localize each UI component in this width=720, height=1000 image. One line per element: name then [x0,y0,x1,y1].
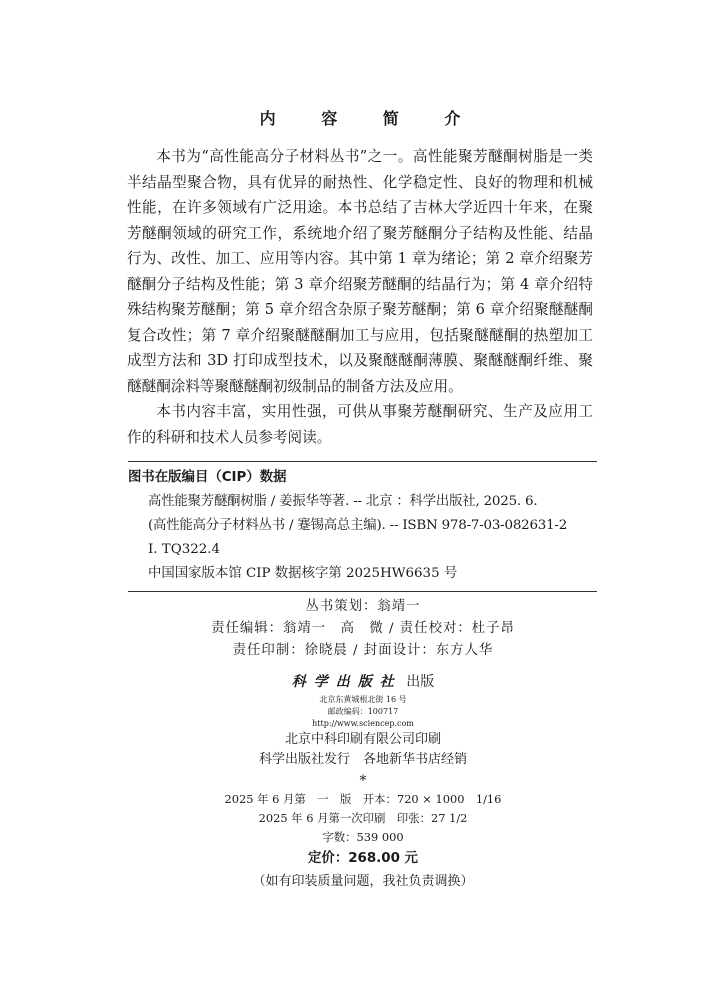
publisher-suffix: 出版 [406,674,435,690]
cip-series-line: (高性能高分子材料丛书 / 蹇锡高总主编). -- ISBN 978-7-03-082631-2 [148,518,568,533]
summary-title: 内 容 简 介 [259,109,481,128]
cip-top-divider [128,461,597,462]
publisher-line [128,670,598,694]
publisher-website: http://www.sciencep.com [312,719,414,728]
cip-bottom-divider [128,591,597,592]
summary-paragraph-1: 本书为“高性能高分子材料丛书”之一。高性能聚芳醚酮树脂是一类半结晶型聚合物，具有优异的耐热性、化学稳定性、良好的物理和机械性能，在许多领域有广泛用途。本书总结了吉林大学近四十年来，在聚芳醚酮领域的研究工作，系统地介绍了聚芳醚酮分子结构及性能、结晶行为、改性、加工、应用等内容。其中第 1 章为绪论；第 2 章介绍聚芳醚酮分子结构及性能；第 3 章介绍聚芳醚酮的结晶行为；第 4 章介绍特殊结构聚芳醚酮；第 5 章介绍含杂原子聚芳醚酮；第 6 章介绍聚醚醚酮复合改性；第 7 章介绍聚醚醚酮加工与应用，包括聚醚醚酮的热塑加工成型方法和 3D 打印成型技术，以及聚醚醚酮薄膜、聚醚醚酮纤维、聚醚醚酮涂料等聚醚醚酮初级制品的制备方法及应用。 [127,148,593,395]
production-staff: 责任印制：徐晓晨 / 封面设计：东方人华 [232,643,494,658]
quality-notice: （如有印装质量问题，我社负责调换） [252,874,474,889]
cip-record-number: 中国国家版本馆 CIP 数据核字第 2025HW6635 号 [148,566,458,581]
publisher-address: 北京东黄城根北街 16 号 [319,695,407,704]
imprint-section [128,596,598,893]
cip-section [128,466,598,586]
cip-title-line: 高性能聚芳醚酮树脂 / 姜振华等著. -- 北京 ：科学出版社, 2025. 6. [148,494,538,509]
printer-line: 北京中科印刷有限公司印刷 [284,732,441,747]
edition-line: 2025 年 6 月第 一 版 开本：720 × 1000 1/16 [224,792,502,806]
responsible-editors: 责任编辑：翁靖一 高 微 / 责任校对：杜子昂 [211,621,515,636]
printing-line: 2025 年 6 月第一次印刷 印张：27 1/2 [258,811,468,825]
summary-paragraph-2: 本书内容丰富，实用性强，可供从事聚芳醚酮研究、生产及应用工作的科研和技术人员参考阅读。 [127,403,593,446]
cip-classification: Ⅰ. TQ322.4 [148,542,221,557]
word-count: 字数：539 000 [322,830,404,844]
series-planner: 丛书策划：翁靖一 [305,599,421,614]
publisher-logo: 科学出版社 [291,674,402,690]
separator-star: * [359,773,367,789]
cip-heading: 图书在版编目（CIP）数据 [128,470,287,485]
price: 定价：268.00 元 [308,851,418,866]
distribution-line: 科学出版社发行 各地新华书店经销 [258,752,467,767]
summary-section [127,144,593,450]
publisher-postcode: 邮政编码：100717 [327,707,399,716]
